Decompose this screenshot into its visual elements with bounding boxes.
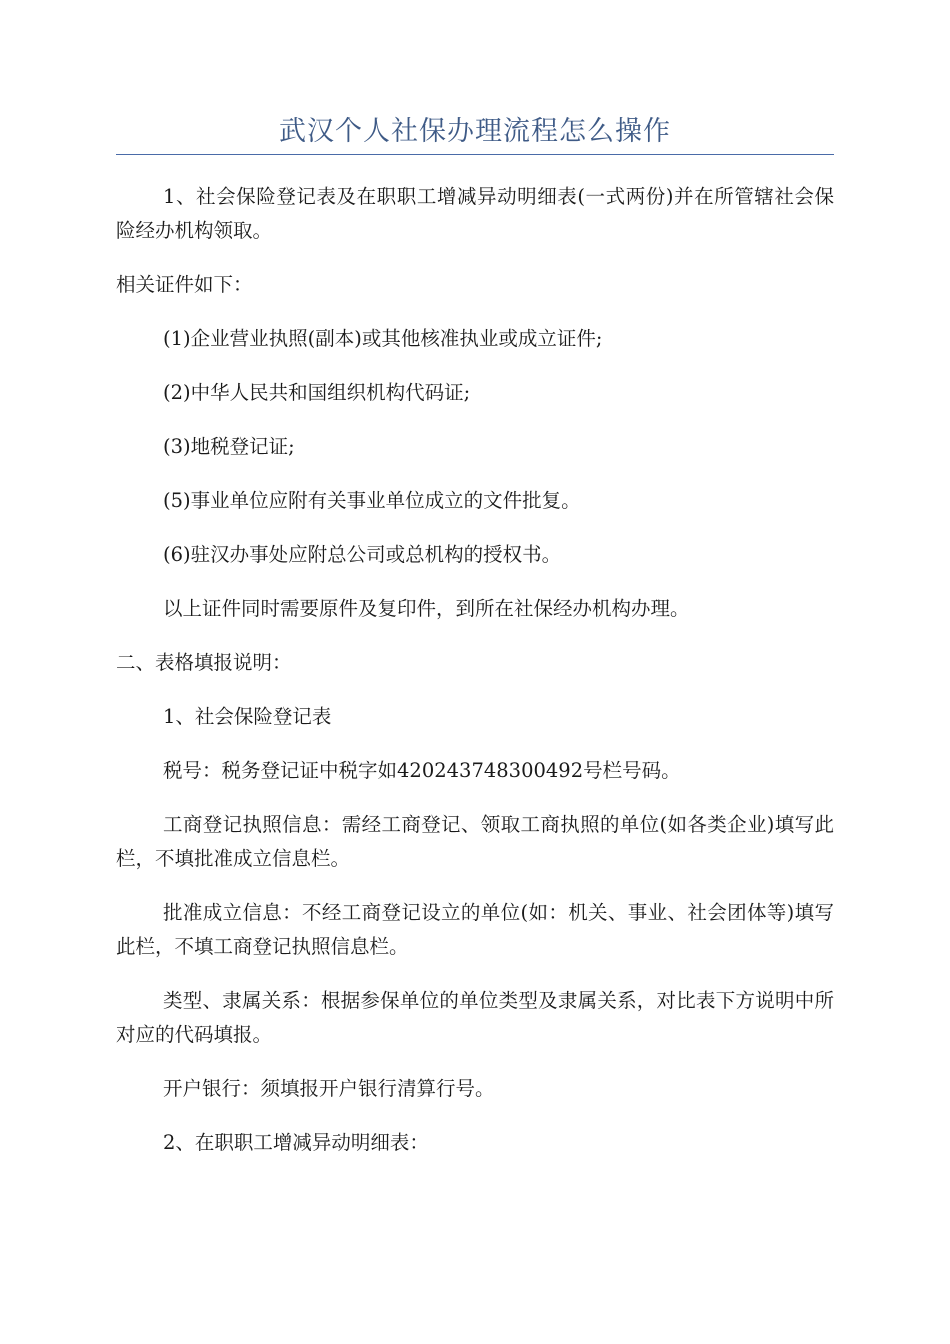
- subheading-registration-form: 1、社会保险登记表: [163, 705, 332, 728]
- paragraph-tax-registration: (3)地税登记证;: [163, 435, 295, 458]
- paragraph-related-documents: 相关证件如下：: [116, 273, 253, 296]
- paragraph-originals-copies: 以上证件同时需要原件及复印件，到所在社保经办机构办理。: [163, 597, 690, 620]
- paragraph-bank-account: 开户银行：须填报开户银行清算行号。: [163, 1077, 495, 1100]
- section-heading-form-instructions: 二、表格填报说明：: [116, 651, 292, 674]
- paragraph-business-license-info: 工商登记执照信息：需经工商登记、领取工商执照的单位(如各类企业)填写此栏，不填批准成立信息栏。: [116, 813, 834, 870]
- paragraph-type-affiliation: 类型、隶属关系：根据参保单位的单位类型及隶属关系，对比表下方说明中所对应的代码填报。: [116, 989, 834, 1046]
- document-title: 武汉个人社保办理流程怎么操作: [279, 116, 671, 147]
- paragraph-tax-number: 税号：税务登记证中税字如420243748300492号栏号码。: [163, 759, 681, 782]
- paragraph-institution-approval: (5)事业单位应附有关事业单位成立的文件批复。: [163, 489, 581, 512]
- subheading-employee-changes-form: 2、在职职工增减异动明细表：: [163, 1131, 429, 1154]
- paragraph-registration-forms: 1、社会保险登记表及在职职工增减异动明细表(一式两份)并在所管辖社会保险经办机构领取。: [116, 185, 834, 242]
- paragraph-office-authorization: (6)驻汉办事处应附总公司或总机构的授权书。: [163, 543, 562, 566]
- paragraph-business-license: (1)企业营业执照(副本)或其他核准执业或成立证件;: [163, 327, 603, 350]
- paragraph-approval-info: 批准成立信息：不经工商登记设立的单位(如：机关、事业、社会团体等)填写此栏，不填工商登记执照信息栏。: [116, 901, 834, 958]
- paragraph-organization-code: (2)中华人民共和国组织机构代码证;: [163, 381, 471, 404]
- document-body: [116, 180, 834, 1180]
- title-underline: [116, 154, 834, 155]
